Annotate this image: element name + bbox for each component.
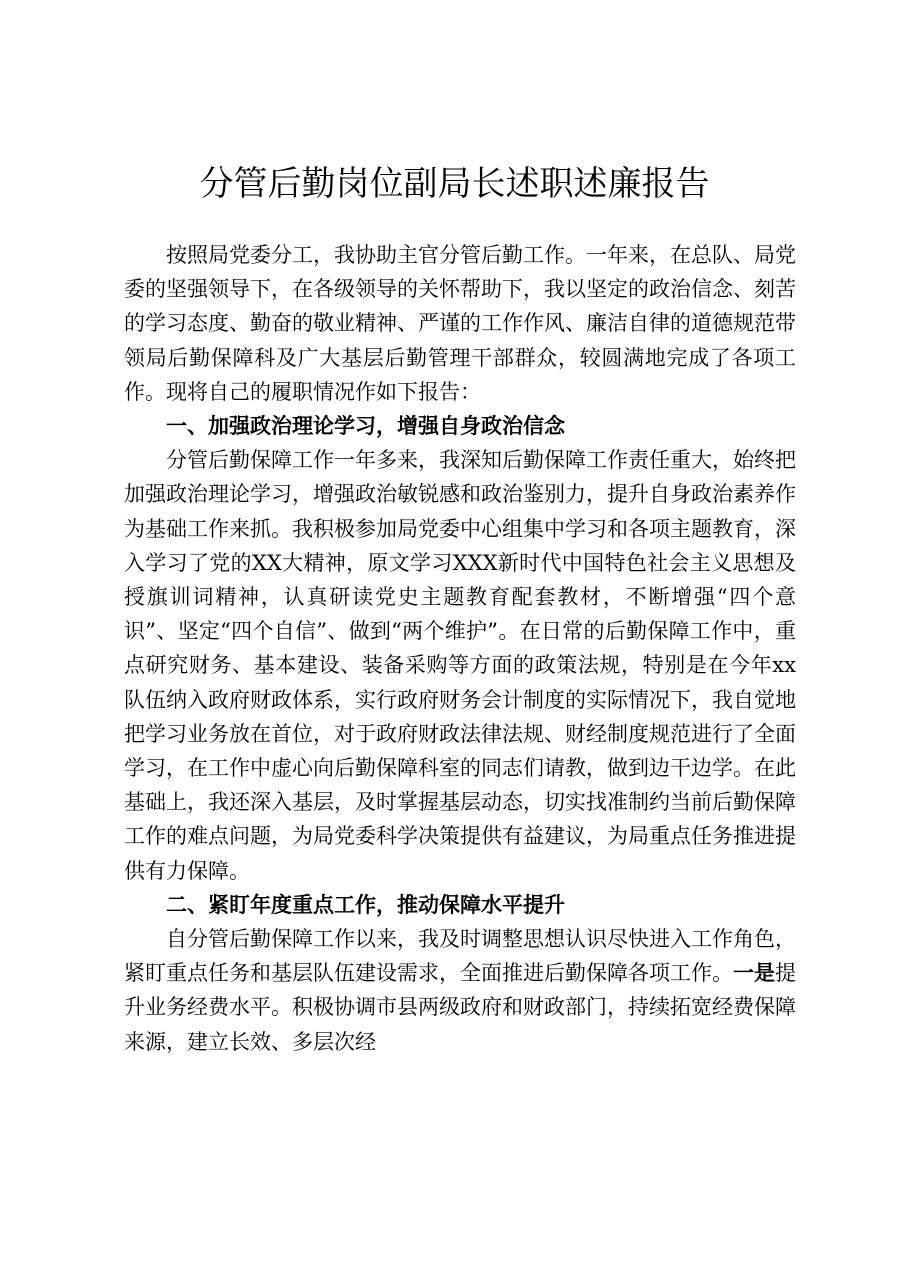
document-body	[124, 238, 796, 1059]
document-title: 分管后勤岗位副局长述职述廉报告	[199, 164, 710, 204]
section-2-bold-label: 一是	[733, 961, 775, 986]
section-heading-2: 二、紧盯年度重点工作，推动保障水平提升	[166, 892, 565, 917]
section-2-text-after: 提升业务经费水平。积极协调市县两级政府和财政部门，持续拓宽经费保障来源，建立长效、多层次经	[124, 961, 796, 1054]
section-heading-1: 一、加强政治理论学习，增强自身政治信念	[166, 414, 565, 439]
section-2-text-before: 自分管后勤保障工作以来，我及时调整思想认识尽快进入工作角色，紧盯重点任务和基层队伍建设需求，全面推进后勤保障各项工作。	[124, 927, 796, 986]
intro-paragraph: 按照局党委分工，我协助主官分管后勤工作。一年来，在总队、局党委的坚强领导下，在各级领导的关怀帮助下，我以坚定的政治信念、刻苦的学习态度、勤奋的敬业精神、严谨的工作作风、廉洁自律的道德规范带领局后勤保障科及广大基层后勤管理干部群众，较圆满地完成了各项工作。现将自己的履职情况作如下报告：	[124, 243, 796, 404]
section-2-paragraph	[124, 922, 796, 1059]
section-1-paragraph: 分管后勤保障工作一年多来，我深知后勤保障工作责任重大，始终把加强政治理论学习，增强政治敏锐感和政治鉴别力，提升自身政治素养作为基础工作来抓。我积极参加局党委中心组集中学习和各项主题教育，深入学习了党的XX大精神，原文学习XXX新时代中国特色社会主义思想及授旗训词精神，认真研读党史主题教育配套教材，不断增强“四个意识”、坚定“四个自信”、做到“两个维护”。在日常的后勤保障工作中，重点研究财务、基本建设、装备采购等方面的政策法规，特别是在今年xx队伍纳入政府财政体系，实行政府财务会计制度的实际情况下，我自觉地把学习业务放在首位，对于政府财政法律法规、财经制度规范进行了全面学习，在工作中虚心向后勤保障科室的同志们请教，做到边干边学。在此基础上，我还深入基层，及时掌握基层动态，切实找准制约当前后勤保障工作的难点问题，为局党委科学决策提供有益建议，为局重点任务推进提供有力保障。	[124, 448, 796, 883]
